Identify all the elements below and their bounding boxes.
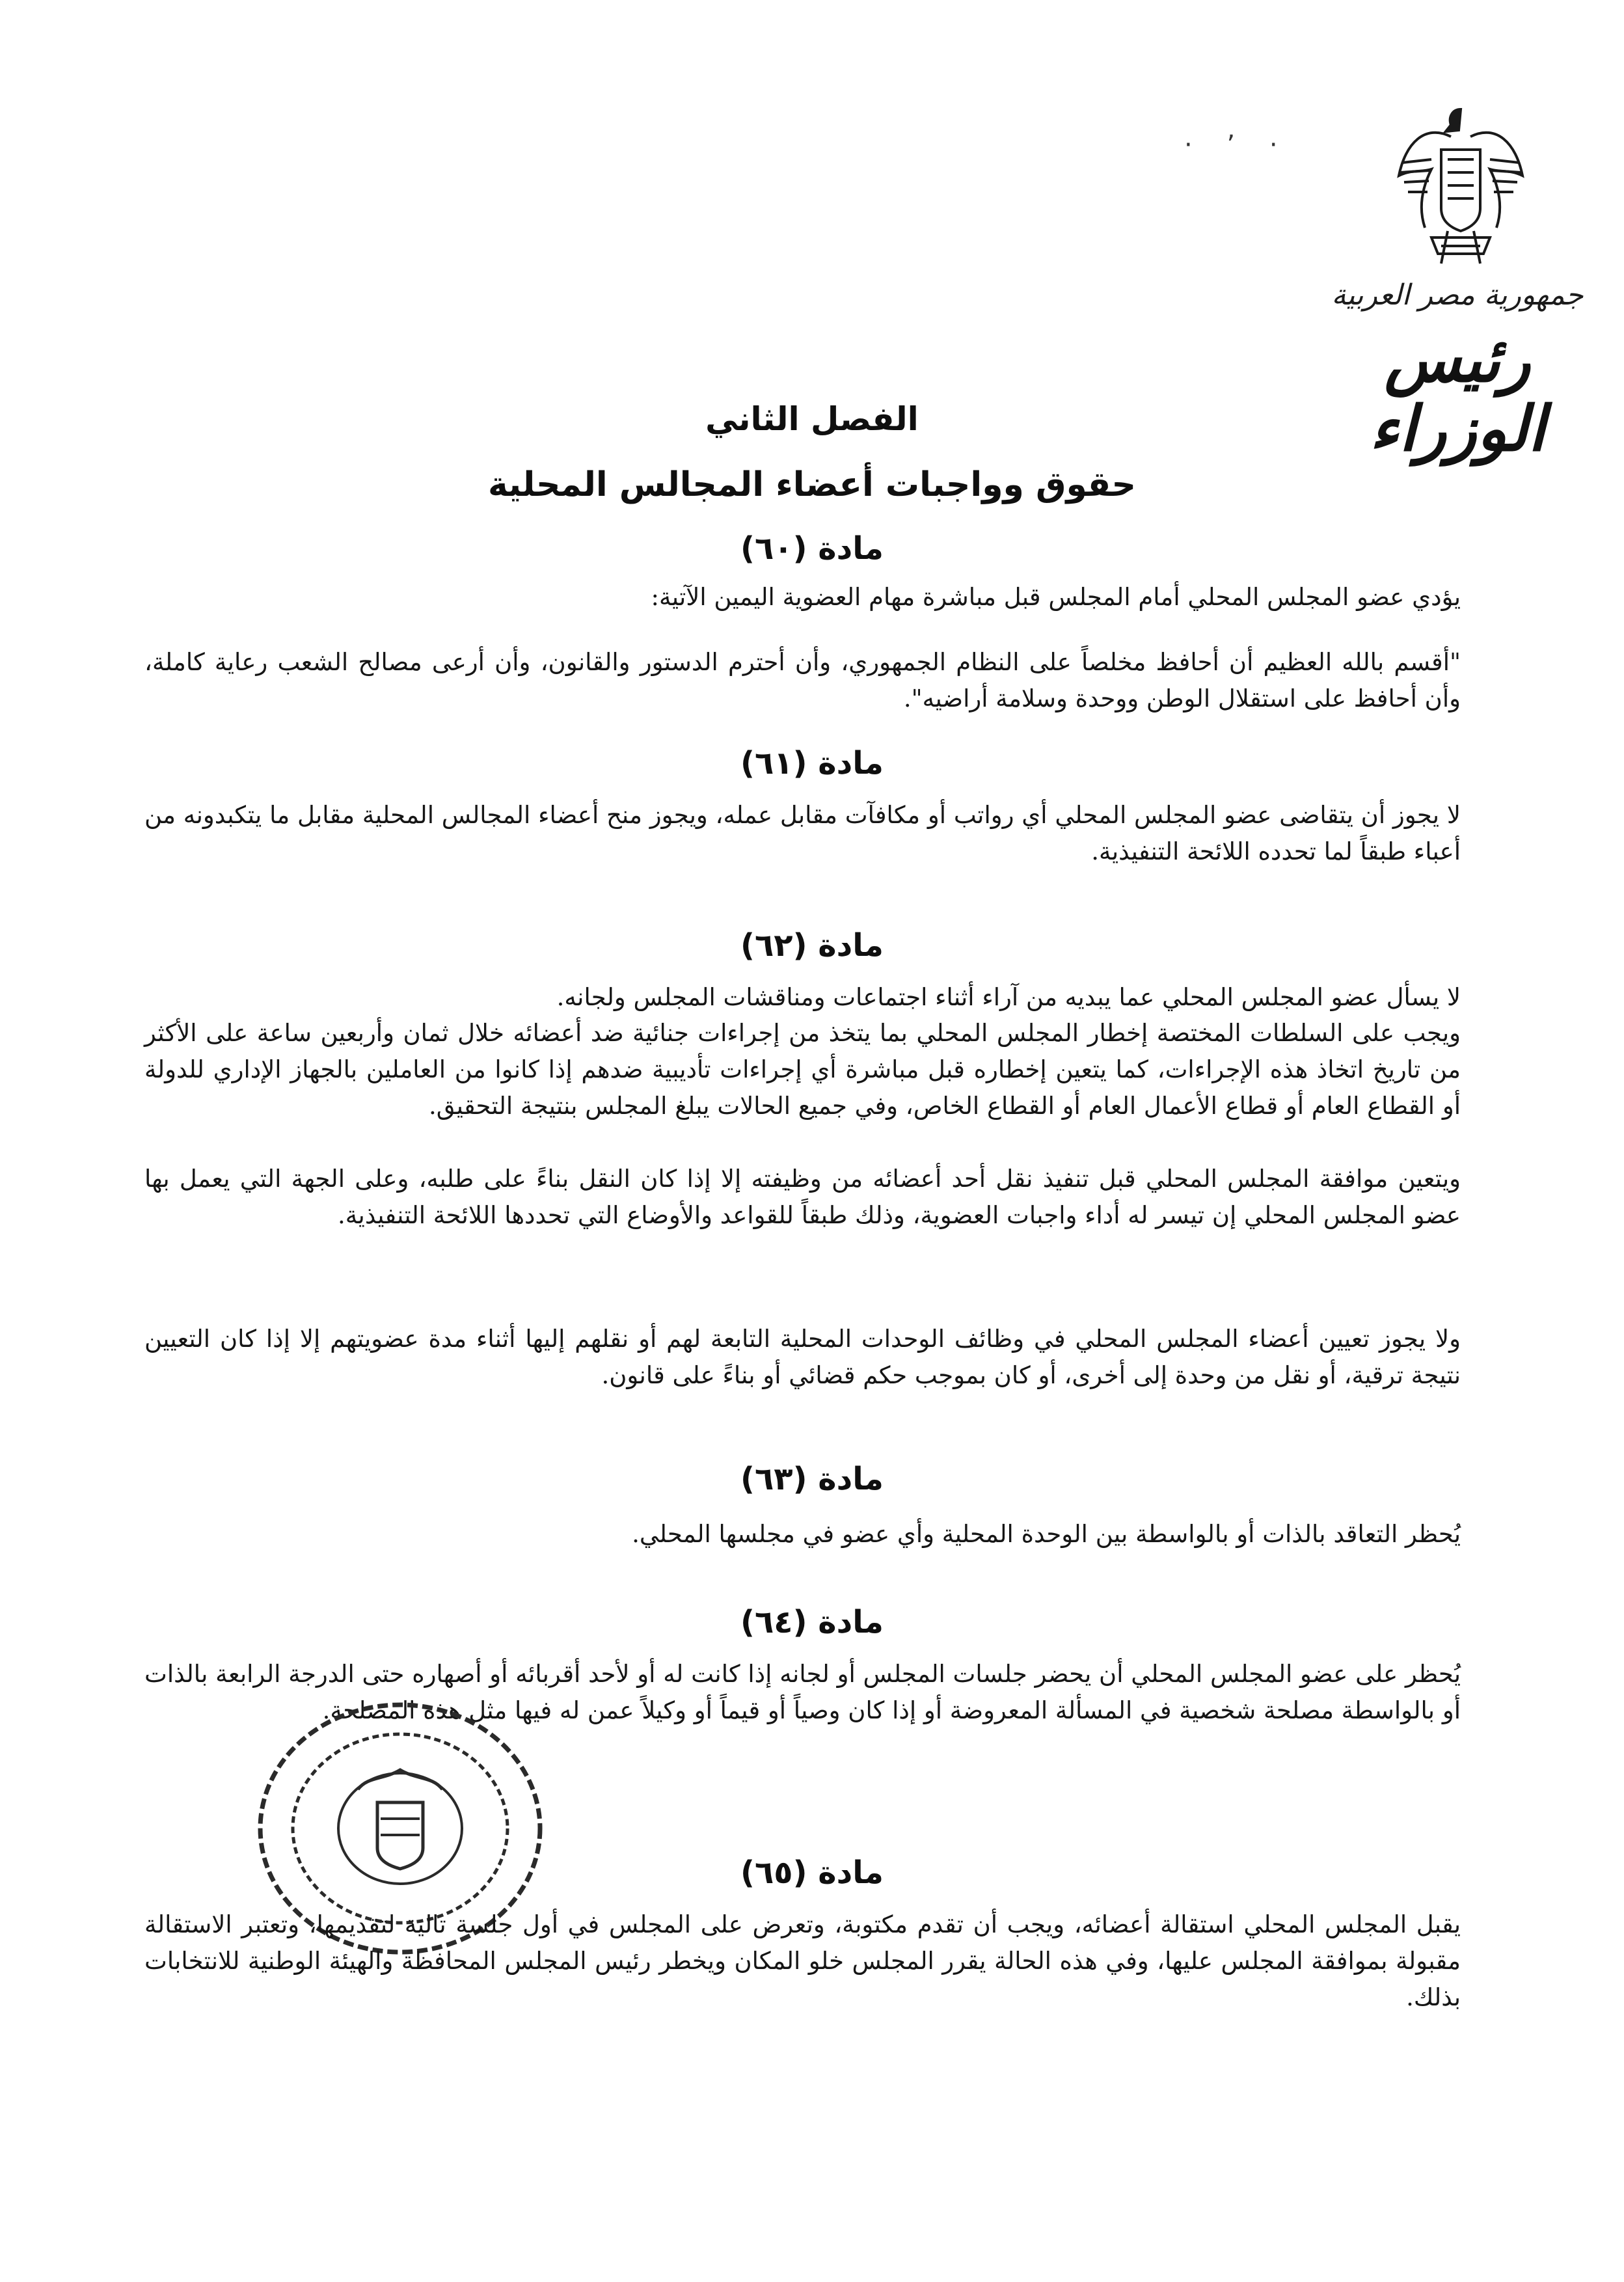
article-60-paragraph-2: "أقسم بالله العظيم أن أحافظ مخلصاً على النظام الجمهوري، وأن أحترم الدستور والقانون، وأن أرعى مصالح الشعب رعاية كاملة، وأن أحافظ على استقلال الوطن ووحدة وسلامة أراضيه". [144, 648, 1461, 713]
article-64-title: مادة (٦٤) [740, 1604, 884, 1640]
article-62-paragraph-2: ويجب على السلطات المختصة إخطار المجلس المحلي بما يتخذ من إجراءات جنائية ضد أعضائه خلال ثمان وأربعين ساعة على الأكثر من تاريخ اتخاذ هذه الإجراءات، كما يتعين إخطاره قبل مباشرة أي إجراءات تأديبية ضدهم إذا كانوا من العاملين بالجهاز الإداري للدولة أو القطاع العام أو قطاع الأعمال العام أو القطاع الخاص، وفي جميع الحالات يبلغ المجلس بنتيجة التحقيق. [144, 1019, 1461, 1120]
article-63-title: مادة (٦٣) [740, 1461, 884, 1497]
article-65-paragraph-1: يقبل المجلس المحلي استقالة أعضائه، ويجب أن تقدم مكتوبة، وتعرض على المجلس في أول جلسة تالية لتقديمها، وتعتبر الاستقالة مقبولة بموافقة المجلس عليها، وفي هذه الحالة يقرر المجلس خلو المكان ويخطر رئيس المجلس المحافظة والهيئة الوطنية للانتخابات بذلك. [144, 1910, 1461, 2011]
government-name: جمهورية مصر العربية [1331, 278, 1584, 312]
scan-specks: · ʼ · [1184, 130, 1291, 160]
article-61-paragraph-1: لا يجوز أن يتقاضى عضو المجلس المحلي أي رواتب أو مكافآت مقابل عمله، ويجوز منح أعضاء المجالس المحلية مقابل ما يتكبدونه من أعباء طبقاً لما تحدده اللائحة التنفيذية. [144, 801, 1461, 865]
article-62-paragraph-3: ويتعين موافقة المجلس المحلي قبل تنفيذ نقل أحد أعضائه من وظيفته إلا إذا كان النقل بناءً على طلبه، وعلى الجهة التي يعمل بها عضو المجلس المحلي إن تيسر له أداء واجبات العضوية، وذلك طبقاً للقواعد والأوضاع التي تحددها اللائحة التنفيذية. [144, 1165, 1461, 1229]
eagle-emblem-icon [1386, 98, 1536, 273]
article-63-paragraph-1: يُحظر التعاقد بالذات أو بالواسطة بين الوحدة المحلية وأي عضو في مجلسها المحلي. [632, 1520, 1461, 1548]
article-60-paragraph-1: يؤدي عضو المجلس المحلي أمام المجلس قبل مباشرة مهام العضوية اليمين الآتية: [651, 583, 1461, 611]
office-name: رئيس الوزراء [1369, 323, 1546, 465]
article-62-paragraph-4: ولا يجوز تعيين أعضاء المجلس المحلي في وظائف الوحدات المحلية التابعة لهم أو نقلهم إليها أثناء مدة عضويتهم إلا إذا كان التعيين نتيجة ترقية، أو نقل من وحدة إلى أخرى، أو كان بموجب حكم قضائي أو بناءً على قانون. [144, 1325, 1461, 1389]
article-64-paragraph-1: يُحظر على عضو المجلس المحلي أن يحضر جلسات المجلس أو لجانه إذا كانت له أو لأحد أقربائه أو أصهاره حتى الدرجة الرابعة بالذات أو بالواسطة مصلحة شخصية في المسألة المعروضة أو إذا كان وصياً أو قيماً أو وكيلاً عمن له فيها مثل هذه المصلحة. [144, 1660, 1461, 1724]
article-65-title: مادة (٦٥) [740, 1854, 884, 1891]
chapter-title: الفصل الثاني [705, 400, 919, 438]
article-61-title: مادة (٦١) [740, 745, 884, 781]
article-60-title: مادة (٦٠) [740, 530, 884, 567]
chapter-subtitle: حقوق وواجبات أعضاء المجالس المحلية [488, 465, 1136, 504]
article-62-title: مادة (٦٢) [740, 927, 884, 964]
article-62-paragraph-1: لا يسأل عضو المجلس المحلي عما يبديه من آراء أثناء اجتماعات ومناقشات المجلس ولجانه. [556, 983, 1461, 1011]
